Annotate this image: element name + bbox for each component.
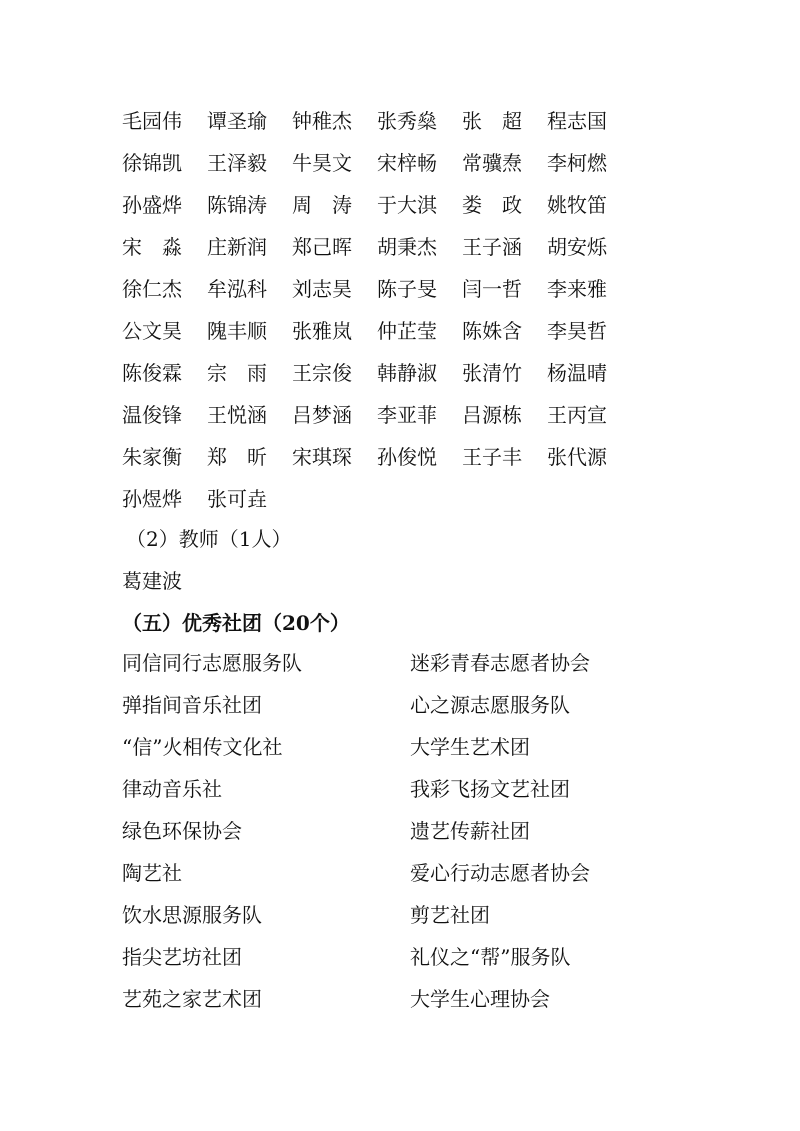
- name-row: [122, 268, 642, 310]
- student-name: 李来雅: [547, 277, 607, 301]
- club-name: 律动音乐社: [122, 777, 222, 801]
- student-name: 韩静淑: [377, 361, 437, 385]
- club-row: [122, 894, 682, 936]
- student-name: 杨温晴: [547, 361, 607, 385]
- student-name: 郑 昕: [207, 445, 267, 469]
- student-name: 李昊哲: [547, 319, 607, 343]
- club-row: [122, 852, 682, 894]
- student-name: 陈子旻: [377, 277, 437, 301]
- student-name: 张代源: [547, 445, 607, 469]
- student-name: [462, 478, 547, 520]
- student-name: 娄 政: [462, 193, 522, 217]
- student-name: 谭圣瑜: [207, 109, 267, 133]
- name-row: [122, 142, 642, 184]
- club-name: 艺苑之家艺术团: [122, 987, 262, 1011]
- student-name: 孙俊悦: [377, 445, 437, 469]
- student-name: 朱家衡: [122, 445, 182, 469]
- student-name: 姚牧笛: [547, 193, 607, 217]
- student-name: [292, 478, 377, 520]
- student-name: 刘志昊: [292, 277, 352, 301]
- name-row: [122, 394, 642, 436]
- student-name: 隗丰顺: [207, 319, 267, 343]
- student-name: 庄新润: [207, 235, 267, 259]
- student-name: 程志国: [547, 109, 607, 133]
- club-name: 礼仪之“帮”服务队: [410, 945, 571, 969]
- student-name: 李柯燃: [547, 151, 607, 175]
- club-name: 遗艺传薪社团: [410, 819, 530, 843]
- student-name: 周 涛: [292, 193, 352, 217]
- club-name: 剪艺社团: [410, 903, 490, 927]
- name-row: [122, 436, 642, 478]
- club-name: 心之源志愿服务队: [410, 693, 570, 717]
- student-name: 郑己晖: [292, 235, 352, 259]
- student-name: 于大淇: [377, 193, 437, 217]
- name-row: [122, 226, 642, 268]
- club-name: 我彩飞扬文艺社团: [410, 777, 570, 801]
- club-row: [122, 642, 682, 684]
- club-name: 大学生艺术团: [410, 735, 530, 759]
- student-name: 常骥焘: [462, 151, 522, 175]
- student-name: 公文昊: [122, 319, 182, 343]
- student-name: 张可垚: [207, 487, 267, 511]
- student-name: 吕源栋: [462, 403, 522, 427]
- club-row: [122, 978, 682, 1020]
- student-name: 张 超: [462, 109, 522, 133]
- name-row: [122, 352, 642, 394]
- student-name: 胡秉杰: [377, 235, 437, 259]
- student-name: 王子涵: [462, 235, 522, 259]
- club-name: 指尖艺坊社团: [122, 945, 242, 969]
- club-name: 弹指间音乐社团: [122, 693, 262, 717]
- student-name: 牟泓科: [207, 277, 267, 301]
- name-row: [122, 100, 642, 142]
- teachers-subheading: （2）教师（1人）: [126, 527, 292, 551]
- student-name: 宋 淼: [122, 235, 182, 259]
- club-row: [122, 810, 682, 852]
- club-name: 饮水思源服务队: [122, 903, 262, 927]
- club-row: [122, 768, 682, 810]
- student-name: 王泽毅: [207, 151, 267, 175]
- student-name: 王子丰: [462, 445, 522, 469]
- student-name: 仲芷莹: [377, 319, 437, 343]
- club-name: 大学生心理协会: [410, 987, 550, 1011]
- club-row: [122, 726, 682, 768]
- club-row: [122, 936, 682, 978]
- student-name: 温俊锋: [122, 403, 182, 427]
- student-name: 陈俊霖: [122, 361, 182, 385]
- teacher-name: 葛建波: [122, 569, 182, 593]
- club-row: [122, 684, 682, 726]
- student-name: 徐仁杰: [122, 277, 182, 301]
- student-name: 吕梦涵: [292, 403, 352, 427]
- name-row: [122, 478, 642, 520]
- student-name: 宗 雨: [207, 361, 267, 385]
- student-name: 毛园伟: [122, 109, 182, 133]
- student-name: [377, 478, 462, 520]
- student-name: 闫一哲: [462, 277, 522, 301]
- name-row: [122, 184, 642, 226]
- club-name: “信”火相传文化社: [122, 735, 283, 759]
- clubs-section-heading: （五）优秀社团（20个）: [122, 611, 350, 635]
- student-name: 张清竹: [462, 361, 522, 385]
- name-row: [122, 310, 642, 352]
- club-name: 陶艺社: [122, 861, 182, 885]
- student-name: 王悦涵: [207, 403, 267, 427]
- student-name: 陈锦涛: [207, 193, 267, 217]
- student-name: 钟稚杰: [292, 109, 352, 133]
- club-name: 绿色环保协会: [122, 819, 242, 843]
- student-name: 宋琪琛: [292, 445, 352, 469]
- student-name: 孙盛烨: [122, 193, 182, 217]
- student-name: 李亚菲: [377, 403, 437, 427]
- student-name: 王丙宣: [547, 403, 607, 427]
- student-name: 徐锦凯: [122, 151, 182, 175]
- club-name: 同信同行志愿服务队: [122, 651, 302, 675]
- student-name: 张秀燊: [377, 109, 437, 133]
- student-name: 孙煜烨: [122, 487, 182, 511]
- student-name: 陈姝含: [462, 319, 522, 343]
- club-name: 爱心行动志愿者协会: [410, 861, 590, 885]
- student-name: 王宗俊: [292, 361, 352, 385]
- club-name: 迷彩青春志愿者协会: [410, 651, 590, 675]
- student-name: 胡安烁: [547, 235, 607, 259]
- student-name: [547, 478, 632, 520]
- student-name: 牛昊文: [292, 151, 352, 175]
- student-name: 张雅岚: [292, 319, 352, 343]
- student-names-grid: [122, 100, 642, 520]
- student-name: 宋梓畅: [377, 151, 437, 175]
- clubs-list: [122, 642, 682, 1020]
